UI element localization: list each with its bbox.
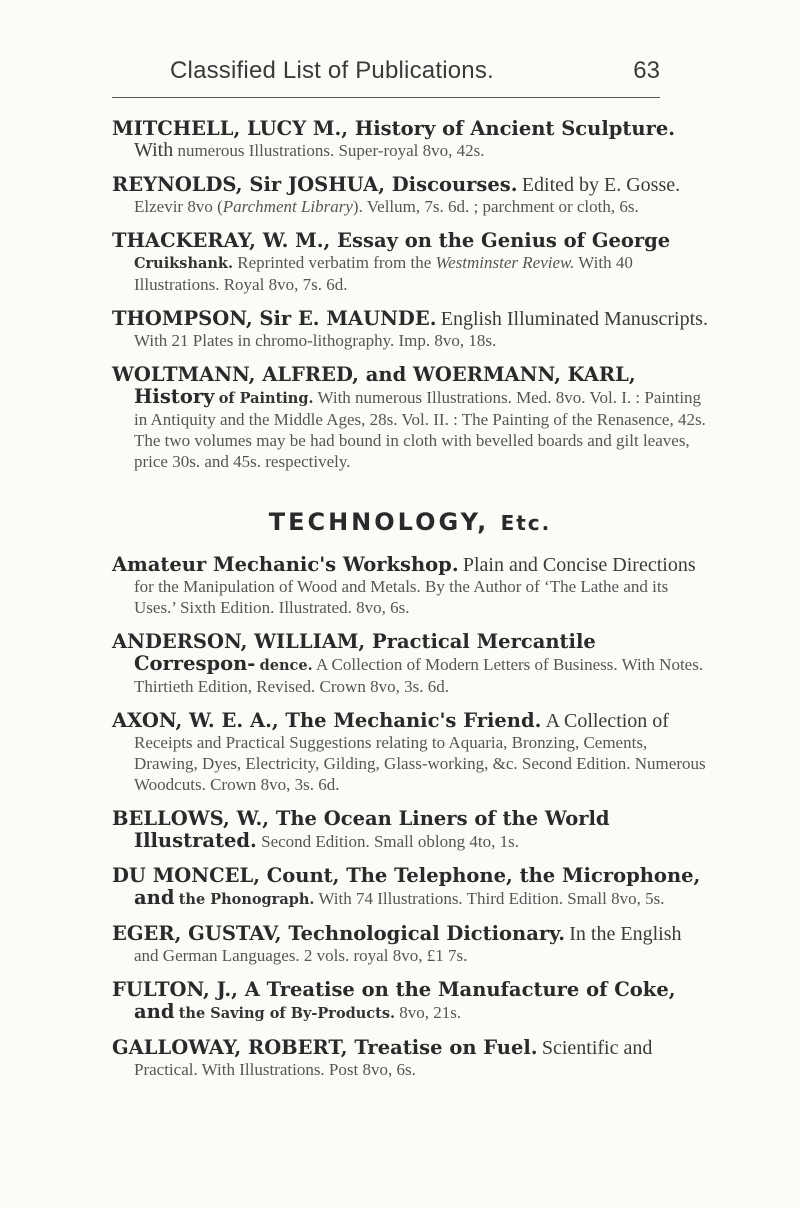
- entry-heading: MITCHELL, LUCY M., History of Ancient Sculpture.: [112, 117, 676, 140]
- entry-description: Reprinted verbatim from the: [237, 253, 436, 272]
- entry-lead: Scientific and: [541, 1037, 653, 1059]
- list-item: [112, 174, 708, 217]
- entry-heading-cont: the Saving of By-Products.: [178, 1005, 396, 1022]
- entry-description: With 21 Plates in chromo-lithography. Imp. 8vo, 18s.: [134, 331, 497, 350]
- list-item: [112, 923, 708, 966]
- entry-lead: Plain and Concise Directions: [462, 554, 696, 576]
- section-heading-main: TECHNOLOGY,: [268, 508, 490, 536]
- entry-description: Practical. With Illustrations. Post 8vo, 6s.: [134, 1060, 416, 1079]
- section-heading-etc: Etc.: [500, 511, 552, 535]
- entry-description-cont: ). Vellum, 7s. 6d. ; parchment or cloth, 6s.: [352, 197, 639, 216]
- entry-heading: WOLTMANN, ALFRED, and WOERMANN, KARL, History: [112, 363, 636, 408]
- entry-heading: DU MONCEL, Count, The Telephone, the Microphone, and: [112, 864, 701, 909]
- list-item: [112, 979, 708, 1024]
- entry-heading: Amateur Mechanic's Workshop.: [112, 553, 459, 576]
- entry-description: and German Languages. 2 vols. royal 8vo, £1 7s.: [134, 946, 468, 965]
- list-item: [112, 808, 708, 852]
- series-title: Parchment Library: [222, 197, 353, 216]
- entry-description-cont: With 40 Illustrations. Royal 8vo, 7s. 6d.: [134, 253, 633, 294]
- entry-lead: With: [134, 139, 174, 161]
- journal-title: Westminster Review.: [435, 253, 575, 272]
- list-item: [112, 710, 708, 795]
- list-item: [112, 308, 708, 351]
- publication-list: [112, 118, 708, 1093]
- list-item: [112, 364, 708, 472]
- entry-heading: AXON, W. E. A., The Mechanic's Friend.: [112, 709, 542, 732]
- entry-description: Second Edition. Small oblong 4to, 1s.: [261, 832, 519, 851]
- entry-heading-cont: dence.: [259, 657, 313, 674]
- entry-heading-cont: Cruikshank.: [134, 255, 234, 272]
- entry-heading: GALLOWAY, ROBERT, Treatise on Fuel.: [112, 1036, 538, 1059]
- entry-heading: ANDERSON, WILLIAM, Practical Mercantile Correspon-: [112, 630, 596, 675]
- entry-heading: EGER, GUSTAV, Technological Dictionary.: [112, 922, 566, 945]
- entry-heading: THOMPSON, Sir E. MAUNDE.: [112, 307, 437, 330]
- list-item: [112, 230, 708, 295]
- list-item: [112, 1037, 708, 1080]
- entry-description: A Collection of Modern Letters of Business. With Notes. Thirtieth Edition, Revised. Crown 8vo, 3s. 6d.: [134, 655, 704, 696]
- entry-heading: BELLOWS, W., The Ocean Liners of the World Illustrated.: [112, 807, 610, 852]
- entry-description: numerous Illustrations. Super-royal 8vo, 42s.: [177, 141, 485, 160]
- list-item: [112, 865, 708, 910]
- entry-heading-cont: of Painting.: [218, 390, 314, 407]
- entry-description: Elzevir 8vo (: [134, 197, 223, 216]
- list-item: [112, 118, 708, 161]
- entry-description: Receipts and Practical Suggestions relating to Aquaria, Bronzing, Cements, Drawing, Dyes, Electricity, Gilding, Glass-working, &c. Second Edition. Numerous Woodcuts. Crown 8vo, 3s. 6d.: [134, 733, 706, 794]
- entry-description: for the Manipulation of Wood and Metals. By the Author of ‘The Lathe and its Uses.’ Sixth Edition. Illustrated. 8vo, 6s.: [134, 577, 669, 617]
- running-header: [112, 57, 660, 98]
- entry-description: With numerous Illustrations. Med. 8vo. Vol. I. : Painting in Antiquity and the Middle Ages, 28s. Vol. II. : The Painting of the Renasence, 42s. The two volumes may be had bound in cloth with bevelled boards and gilt leaves, price 30s. and 45s. respectively.: [134, 388, 706, 471]
- section-heading: [112, 508, 708, 536]
- entry-heading: THACKERAY, W. M., Essay on the Genius of George: [112, 229, 671, 252]
- entry-heading-cont: the Phonograph.: [178, 891, 315, 908]
- page-number: 63: [633, 57, 660, 84]
- entry-heading: REYNOLDS, Sir JOSHUA, Discourses.: [112, 173, 518, 196]
- entry-lead: Edited by E. Gosse.: [521, 174, 681, 196]
- list-item: [112, 631, 708, 697]
- entry-lead: English Illuminated Manuscripts.: [440, 308, 708, 330]
- entry-description: 8vo, 21s.: [399, 1003, 462, 1022]
- entry-lead: A Collection of: [545, 710, 669, 732]
- running-title: Classified List of Publications.: [170, 57, 494, 84]
- entry-lead: In the English: [569, 923, 682, 945]
- list-item: [112, 554, 708, 618]
- entry-heading: FULTON, J., A Treatise on the Manufacture of Coke, and: [112, 978, 676, 1023]
- entry-description: With 74 Illustrations. Third Edition. Small 8vo, 5s.: [318, 889, 665, 908]
